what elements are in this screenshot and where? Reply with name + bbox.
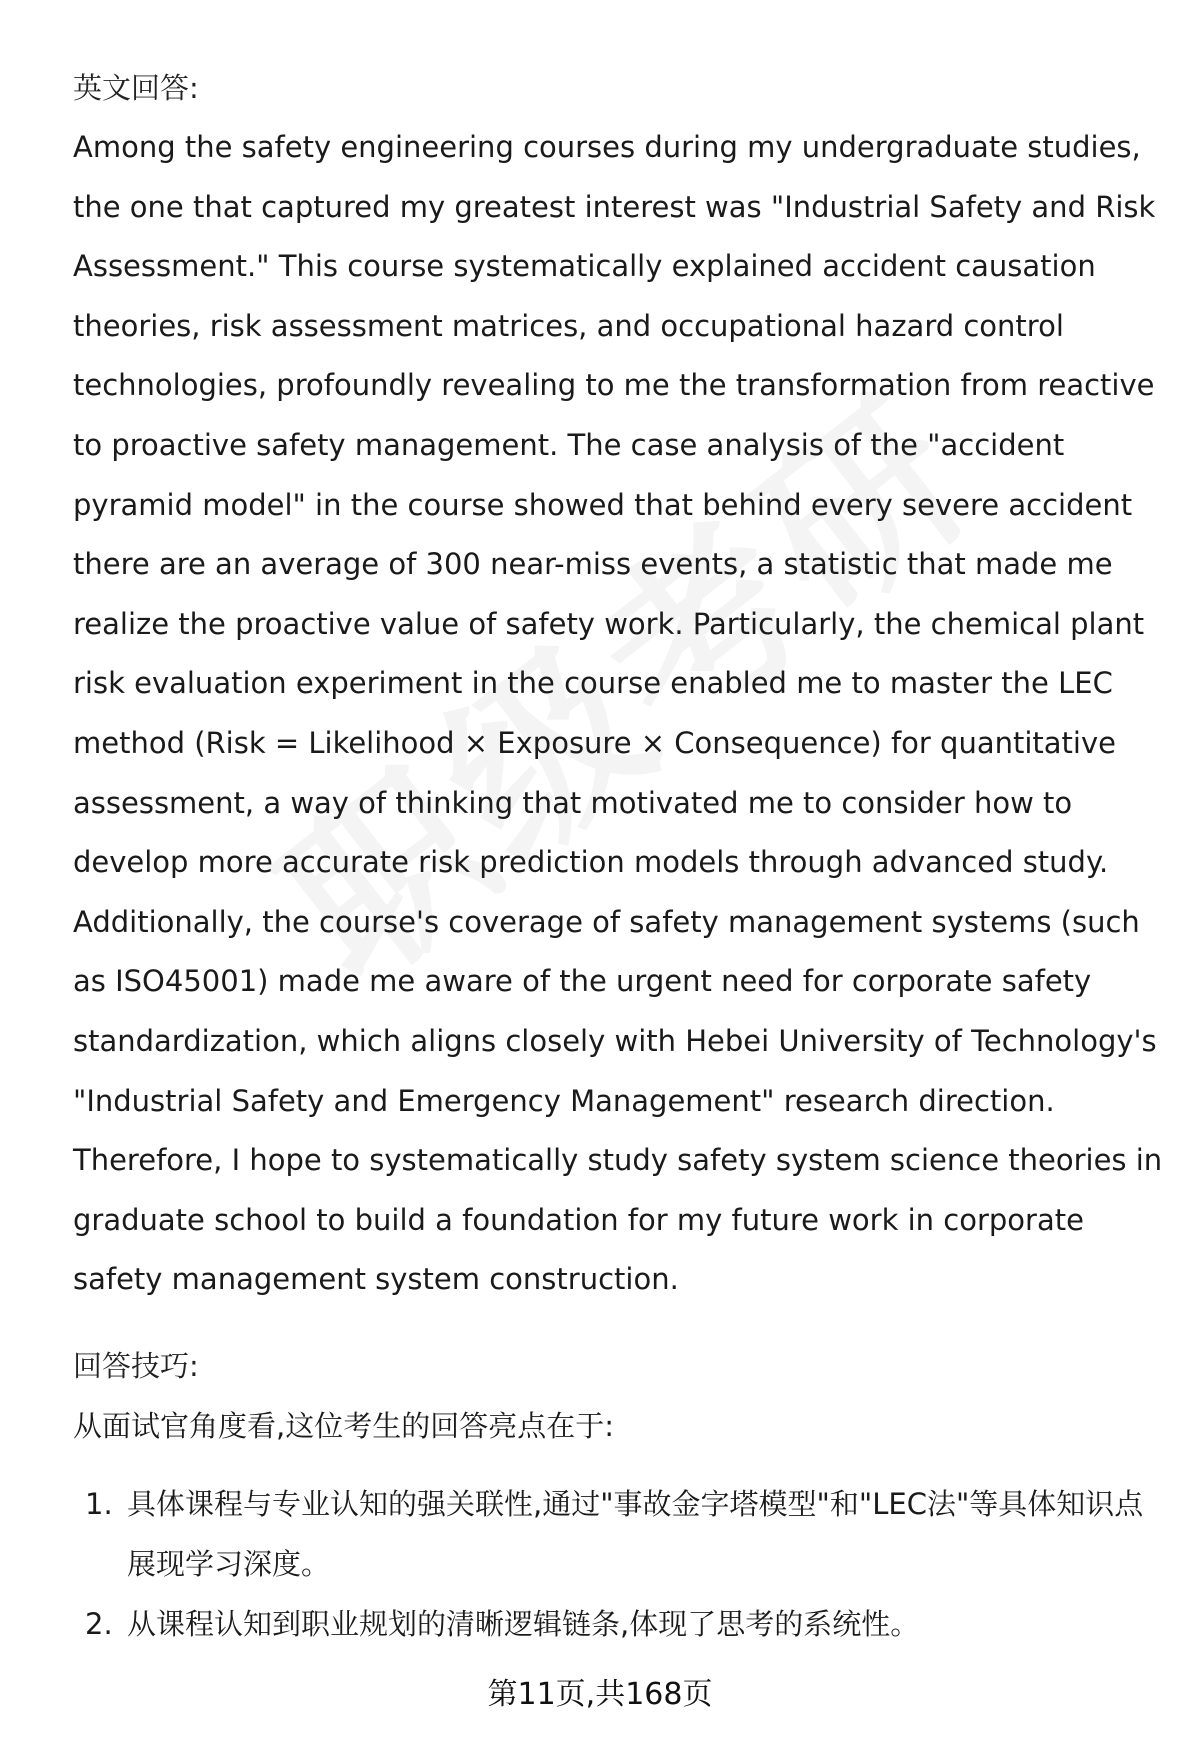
list-item xyxy=(73,1594,1163,1654)
list-item-number: 1. xyxy=(85,1486,113,1521)
page-footer xyxy=(0,1670,1200,1720)
tips-intro: 从面试官角度看,这位考生的回答亮点在于: xyxy=(73,1408,614,1443)
tips-heading: 回答技巧: xyxy=(73,1348,199,1383)
list-item-text: 从课程认知到职业规划的清晰逻辑链条,体现了思考的系统性。 xyxy=(127,1606,920,1641)
page-content xyxy=(73,58,1163,1654)
list-item-text: 具体课程与专业认知的强关联性,通过"事故金字塔模型"和"LEC法"等具体知识点展现学习深度。 xyxy=(127,1486,1144,1581)
tips-list xyxy=(73,1474,1163,1654)
page-number: 第11页,共168页 xyxy=(487,1677,713,1712)
answer-paragraph: Among the safety engineering courses during my undergraduate studies, the one that captured my greatest interest was "Industrial Safety and Risk Assessment." This course systematically explained accident causation theories, risk assessment matrices, and occupational hazard control technologies, profoundly revealing to me the transformation from reactive to proactive safety management. The case analysis of the "accident pyramid model" in the course showed that behind every severe accident there are an average of 300 near-miss events, a statistic that made me realize the proactive value of safety work. Particularly, the chemical plant risk evaluation experiment in the course enabled me to master the LEC method (Risk = Likelihood × Exposure × Consequence) for quantitative assessment, a way of thinking that motivated me to consider how to develop more accurate risk prediction models through advanced study. Additionally, the course's coverage of safety management systems (such as ISO45001) made me aware of the urgent need for corporate safety standardization, which aligns closely with Hebei University of Technology's "Industrial Safety and Emergency Management" research direction. Therefore, I hope to systematically study safety system science theories in graduate school to build a foundation for my future work in corporate safety management system construction. xyxy=(73,130,1163,1297)
answer-heading: 英文回答: xyxy=(73,71,199,105)
list-item xyxy=(73,1474,1163,1594)
section-spacer xyxy=(73,1310,1163,1336)
list-item-number: 2. xyxy=(85,1606,113,1641)
